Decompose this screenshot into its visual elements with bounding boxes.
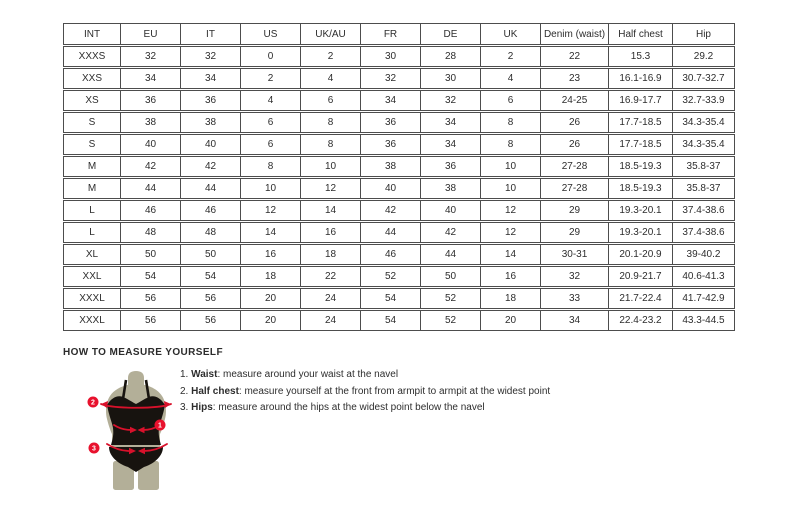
column-header: Half chest [609, 23, 673, 45]
table-row [63, 46, 735, 67]
cell: 52 [361, 266, 421, 287]
cell: 16 [301, 222, 361, 243]
cell: 2 [241, 68, 301, 89]
cell: 39-40.2 [673, 244, 735, 265]
cell: 44 [181, 178, 241, 199]
cell: 10 [241, 178, 301, 199]
table-row [63, 134, 735, 155]
cell: 40 [421, 200, 481, 221]
cell: 19.3-20.1 [609, 222, 673, 243]
cell: 8 [301, 134, 361, 155]
cell: 6 [301, 90, 361, 111]
cell: 16 [241, 244, 301, 265]
cell: 41.7-42.9 [673, 288, 735, 309]
cell: 32 [181, 46, 241, 67]
cell: XS [63, 90, 121, 111]
measure-steps [180, 369, 550, 419]
cell: 0 [241, 46, 301, 67]
cell: 44 [361, 222, 421, 243]
column-header: UK/AU [301, 23, 361, 45]
cell: 50 [181, 244, 241, 265]
cell: 36 [421, 156, 481, 177]
cell: 56 [121, 288, 181, 309]
cell: 21.7-22.4 [609, 288, 673, 309]
cell: 17.7-18.5 [609, 134, 673, 155]
cell: 10 [481, 178, 541, 199]
cell: 34 [541, 310, 609, 331]
step-number: 1. [180, 369, 189, 380]
cell: 20 [481, 310, 541, 331]
cell: 4 [481, 68, 541, 89]
cell: XXXS [63, 46, 121, 67]
badge-hips-number: 3 [92, 445, 96, 453]
cell: 22 [541, 46, 609, 67]
column-header: FR [361, 23, 421, 45]
cell: XXS [63, 68, 121, 89]
chest-tape-arrow-left [101, 401, 108, 408]
cell: L [63, 200, 121, 221]
cell: 42 [181, 156, 241, 177]
step-number: 3. [180, 402, 189, 413]
size-chart-body [63, 46, 735, 331]
cell: 42 [361, 200, 421, 221]
column-header: UK [481, 23, 541, 45]
cell: 26 [541, 112, 609, 133]
step-label: Waist [191, 369, 218, 380]
cell: 54 [121, 266, 181, 287]
cell: M [63, 156, 121, 177]
table-row [63, 222, 735, 243]
cell: 50 [121, 244, 181, 265]
cell: 20.1-20.9 [609, 244, 673, 265]
cell: 20.9-21.7 [609, 266, 673, 287]
cell: 16.1-16.9 [609, 68, 673, 89]
table-row [63, 310, 735, 331]
cell: 42 [421, 222, 481, 243]
cell: 16.9-17.7 [609, 90, 673, 111]
column-header: Hip [673, 23, 735, 45]
column-header: INT [63, 23, 121, 45]
cell: 38 [421, 178, 481, 199]
cell: 4 [241, 90, 301, 111]
cell: XXXL [63, 288, 121, 309]
cell: 30-31 [541, 244, 609, 265]
cell: 8 [241, 156, 301, 177]
cell: XXXL [63, 310, 121, 331]
cell: 29 [541, 222, 609, 243]
cell: 32 [361, 68, 421, 89]
column-header: DE [421, 23, 481, 45]
column-header: US [241, 23, 301, 45]
cell: 40 [361, 178, 421, 199]
cell: 44 [121, 178, 181, 199]
cell: 6 [241, 112, 301, 133]
cell: 2 [301, 46, 361, 67]
cell: 20 [241, 310, 301, 331]
cell: 40 [181, 134, 241, 155]
column-header: EU [121, 23, 181, 45]
cell: S [63, 112, 121, 133]
cell: 14 [301, 200, 361, 221]
cell: 14 [481, 244, 541, 265]
cell: 8 [481, 134, 541, 155]
table-row [63, 244, 735, 265]
cell: 32 [421, 90, 481, 111]
cell: 18 [481, 288, 541, 309]
badge-half-chest-number: 2 [91, 399, 95, 407]
cell: XXL [63, 266, 121, 287]
cell: 10 [301, 156, 361, 177]
cell: 6 [241, 134, 301, 155]
cell: 34.3-35.4 [673, 112, 735, 133]
cell: 17.7-18.5 [609, 112, 673, 133]
measure-step-waist [180, 369, 550, 380]
cell: 46 [181, 200, 241, 221]
cell: 34 [121, 68, 181, 89]
cell: L [63, 222, 121, 243]
cell: 30.7-32.7 [673, 68, 735, 89]
cell: 56 [121, 310, 181, 331]
cell: 36 [361, 112, 421, 133]
cell: 10 [481, 156, 541, 177]
cell: 40.6-41.3 [673, 266, 735, 287]
how-to-measure-heading: HOW TO MEASURE YOURSELF [63, 347, 223, 358]
cell: 8 [481, 112, 541, 133]
cell: S [63, 134, 121, 155]
table-row [63, 266, 735, 287]
column-header: IT [181, 23, 241, 45]
cell: 42 [121, 156, 181, 177]
cell: 52 [421, 310, 481, 331]
cell: 56 [181, 288, 241, 309]
cell: 8 [301, 112, 361, 133]
cell: 27-28 [541, 156, 609, 177]
cell: 12 [481, 200, 541, 221]
cell: 38 [121, 112, 181, 133]
cell: 32 [121, 46, 181, 67]
cell: XL [63, 244, 121, 265]
cell: 34 [421, 112, 481, 133]
cell: 43.3-44.5 [673, 310, 735, 331]
step-number: 2. [180, 385, 189, 397]
cell: 16 [481, 266, 541, 287]
cell: 34 [361, 90, 421, 111]
cell: 54 [361, 288, 421, 309]
table-row [63, 68, 735, 89]
cell: 24 [301, 310, 361, 331]
cell: 54 [361, 310, 421, 331]
step-text: : measure yourself at the front from armpit to armpit at the widest point [238, 385, 551, 397]
cell: 26 [541, 134, 609, 155]
cell: 2 [481, 46, 541, 67]
cell: 50 [421, 266, 481, 287]
cell: M [63, 178, 121, 199]
table-row [63, 200, 735, 221]
cell: 35.8-37 [673, 178, 735, 199]
cell: 36 [361, 134, 421, 155]
cell: 18 [301, 244, 361, 265]
size-chart-header [63, 23, 735, 45]
cell: 4 [301, 68, 361, 89]
cell: 38 [361, 156, 421, 177]
cell: 23 [541, 68, 609, 89]
step-text: : measure around your waist at the navel [217, 369, 399, 380]
cell: 30 [361, 46, 421, 67]
cell: 54 [181, 266, 241, 287]
cell: 34 [421, 134, 481, 155]
cell: 20 [241, 288, 301, 309]
cell: 24 [301, 288, 361, 309]
cell: 19.3-20.1 [609, 200, 673, 221]
cell: 36 [181, 90, 241, 111]
mannequin-illustration [76, 368, 196, 502]
measure-step-half-chest [180, 386, 550, 397]
step-label: Hips [191, 402, 213, 413]
cell: 48 [181, 222, 241, 243]
table-row [63, 90, 735, 111]
chest-tape-arrow-right [164, 401, 171, 408]
cell: 29 [541, 200, 609, 221]
cell: 34.3-35.4 [673, 134, 735, 155]
cell: 18.5-19.3 [609, 178, 673, 199]
cell: 56 [181, 310, 241, 331]
cell: 18 [241, 266, 301, 287]
cell: 27-28 [541, 178, 609, 199]
cell: 44 [421, 244, 481, 265]
cell: 30 [421, 68, 481, 89]
step-label: Half chest [191, 385, 239, 397]
cell: 46 [121, 200, 181, 221]
size-chart-table [63, 22, 735, 332]
badge-waist-number: 1 [158, 422, 162, 430]
cell: 32 [541, 266, 609, 287]
cell: 12 [481, 222, 541, 243]
cell: 38 [181, 112, 241, 133]
cell: 48 [121, 222, 181, 243]
cell: 29.2 [673, 46, 735, 67]
cell: 34 [181, 68, 241, 89]
measurement-figure [76, 368, 196, 502]
cell: 22.4-23.2 [609, 310, 673, 331]
table-row [63, 112, 735, 133]
measure-step-hips [180, 402, 550, 413]
cell: 28 [421, 46, 481, 67]
cell: 40 [121, 134, 181, 155]
cell: 18.5-19.3 [609, 156, 673, 177]
cell: 15.3 [609, 46, 673, 67]
table-row [63, 156, 735, 177]
cell: 14 [241, 222, 301, 243]
cell: 52 [421, 288, 481, 309]
header-row [63, 23, 735, 45]
cell: 12 [301, 178, 361, 199]
cell: 35.8-37 [673, 156, 735, 177]
cell: 37.4-38.6 [673, 200, 735, 221]
cell: 32.7-33.9 [673, 90, 735, 111]
cell: 22 [301, 266, 361, 287]
cell: 37.4-38.6 [673, 222, 735, 243]
cell: 46 [361, 244, 421, 265]
cell: 6 [481, 90, 541, 111]
table-row [63, 178, 735, 199]
table-row [63, 288, 735, 309]
cell: 24-25 [541, 90, 609, 111]
cell: 12 [241, 200, 301, 221]
cell: 33 [541, 288, 609, 309]
cell: 36 [121, 90, 181, 111]
step-text: : measure around the hips at the widest point below the navel [212, 402, 485, 413]
column-header: Denim (waist) [541, 23, 609, 45]
